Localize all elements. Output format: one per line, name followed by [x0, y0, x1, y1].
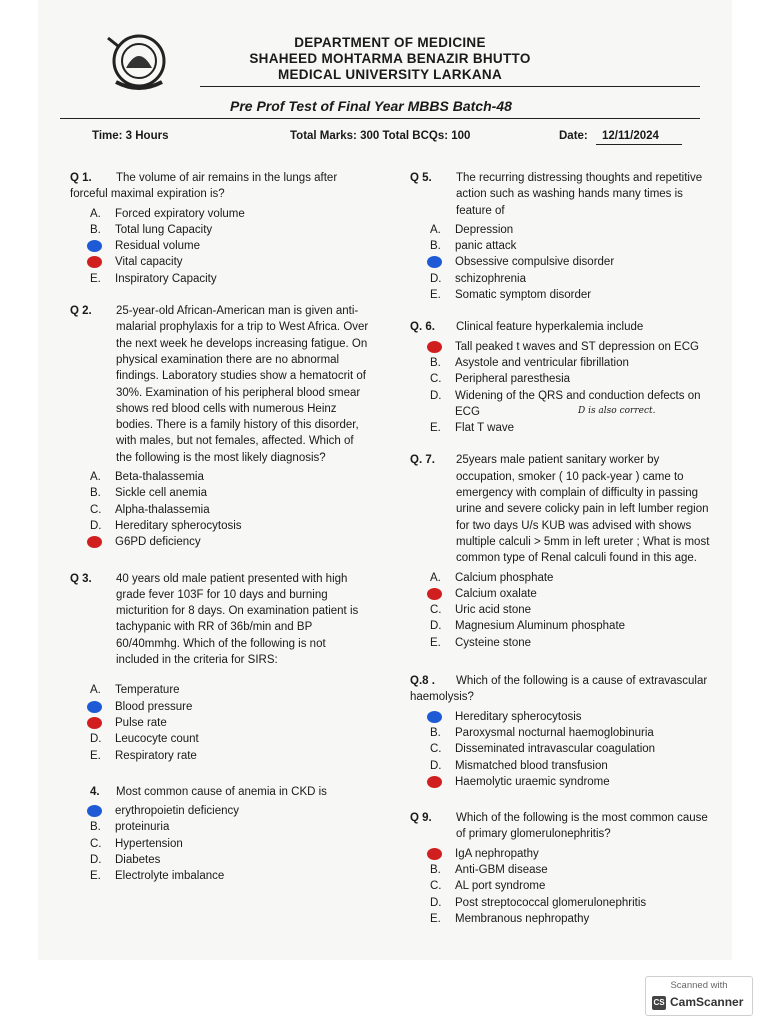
- option-item: [410, 878, 720, 894]
- question-stem: Which of the following is a cause of extravascular haemolysis?: [410, 675, 708, 704]
- option-item: [70, 836, 370, 852]
- options-list: [70, 803, 370, 884]
- option-label: A.: [430, 223, 441, 236]
- option-label: C.: [430, 880, 442, 893]
- exam-title: Pre Prof Test of Final Year MBBS Batch-48: [230, 98, 512, 114]
- option-label: B.: [430, 240, 441, 253]
- option-text: Peripheral paresthesia: [455, 373, 571, 386]
- university-name-line1: SHAHEED MOHTARMA BENAZIR BHUTTO: [249, 51, 531, 66]
- option-item: [70, 238, 370, 254]
- option-text: Disseminated intravascular coagulation: [455, 743, 656, 756]
- option-item: [70, 518, 370, 534]
- question-number: Q 5.: [410, 172, 432, 184]
- option-text: IgA nephropathy: [455, 847, 539, 860]
- option-label: C.: [430, 743, 442, 756]
- question-number: Q. 7.: [410, 454, 435, 467]
- option-text: Depression: [455, 223, 514, 236]
- option-text: Diabetes: [115, 853, 161, 866]
- option-text: Hypertension: [115, 837, 183, 850]
- option-label: E.: [430, 422, 441, 435]
- option-item: [410, 725, 720, 741]
- option-item: [70, 485, 370, 501]
- option-label: B.: [430, 726, 441, 739]
- option-text: Mismatched blood transfusion: [455, 759, 608, 772]
- option-label: E.: [430, 289, 441, 302]
- option-text: Post streptococcal glomerulonephritis: [455, 896, 647, 909]
- option-label: E.: [430, 636, 441, 649]
- option-label: E.: [90, 272, 101, 285]
- question-9: [410, 810, 720, 927]
- right-column: [410, 170, 720, 943]
- option-text: Widening of the QRS and conduction defects on ECG: [455, 389, 701, 418]
- department-title: DEPARTMENT OF MEDICINE: [294, 35, 486, 50]
- option-text: Hereditary spherocytosis: [455, 710, 582, 723]
- option-item: [410, 602, 720, 618]
- option-text: Paroxysmal nocturnal haemoglobinuria: [455, 726, 654, 739]
- option-text: Membranous nephropathy: [455, 912, 590, 925]
- option-text: Blood pressure: [115, 700, 193, 713]
- question-stem: 40 years old male patient presented with high grade fever 103F for 10 days and burning micturition for 8 days. On examination patient is tachypanic with RR of 36b/min and BP 60/40mmhg. Which of the following is not included in the criteria for SIRS:: [116, 572, 359, 667]
- option-item: [410, 388, 720, 421]
- option-text: panic attack: [455, 240, 517, 253]
- option-text: Respiratory rate: [115, 749, 197, 762]
- red-answer-mark-icon: [87, 256, 102, 268]
- date-underline: [596, 144, 682, 145]
- option-item: [410, 911, 720, 927]
- option-label: D.: [90, 853, 102, 866]
- option-label: C.: [90, 837, 102, 850]
- option-item: [410, 238, 720, 254]
- option-text: Calcium phosphate: [455, 571, 554, 584]
- option-label: A.: [430, 571, 441, 584]
- option-item: [70, 254, 370, 270]
- option-text: Total lung Capacity: [115, 223, 213, 236]
- question-number: Q. 6.: [410, 321, 435, 334]
- blue-answer-mark-icon: [87, 701, 102, 713]
- watermark-caption: Scanned with: [670, 980, 728, 991]
- option-item: [410, 618, 720, 634]
- question-stem: The recurring distressing thoughts and repetitive action such as washing hands many times is feature of: [456, 172, 703, 217]
- red-answer-mark-icon: [87, 717, 102, 729]
- option-item: [410, 371, 720, 387]
- option-text: Asystole and ventricular fibrillation: [455, 356, 629, 369]
- option-item: [410, 222, 720, 238]
- option-label: E.: [90, 870, 101, 883]
- option-text: Uric acid stone: [455, 604, 532, 617]
- option-label: B.: [430, 863, 441, 876]
- question-number: Q.8 .: [410, 675, 435, 688]
- option-item: [70, 803, 370, 819]
- blue-answer-mark-icon: [427, 256, 442, 268]
- option-label: D.: [90, 733, 102, 746]
- option-item: [410, 420, 720, 436]
- options-list: [410, 222, 720, 303]
- option-label: C.: [430, 373, 442, 386]
- option-label: D.: [430, 389, 442, 402]
- option-item: [410, 774, 720, 790]
- option-label: C.: [430, 604, 442, 617]
- option-item: [410, 709, 720, 725]
- option-label: D.: [90, 519, 102, 532]
- red-answer-mark-icon: [427, 341, 442, 353]
- option-text: Calcium oxalate: [455, 587, 537, 600]
- option-text: Haemolytic uraemic syndrome: [455, 775, 610, 788]
- question-4: [70, 784, 370, 885]
- option-text: Pulse rate: [115, 716, 167, 729]
- question-1: [70, 170, 370, 287]
- question-2: [70, 303, 370, 550]
- option-item: [70, 502, 370, 518]
- option-text: Inspiratory Capacity: [115, 272, 217, 285]
- red-answer-mark-icon: [427, 848, 442, 860]
- option-text: Somatic symptom disorder: [455, 289, 592, 302]
- option-item: [70, 206, 370, 222]
- blue-answer-mark-icon: [87, 805, 102, 817]
- handwritten-note: D is also correct.: [578, 406, 656, 417]
- option-item: [70, 222, 370, 238]
- option-text: Beta-thalassemia: [115, 471, 204, 484]
- exam-marks: Total Marks: 300 Total BCQs: 100: [290, 130, 471, 142]
- option-item: [410, 355, 720, 371]
- question-5: [410, 170, 720, 303]
- option-label: E.: [90, 749, 101, 762]
- option-text: schizophrenia: [455, 272, 526, 285]
- header-divider: [200, 86, 700, 87]
- option-item: [70, 868, 370, 884]
- question-stem: The volume of air remains in the lungs after forceful maximal expiration is?: [70, 172, 338, 201]
- option-label: B.: [430, 356, 441, 369]
- option-text: Residual volume: [115, 240, 201, 253]
- option-label: A.: [90, 684, 101, 697]
- option-item: [410, 271, 720, 287]
- option-item: [410, 741, 720, 757]
- option-item: [70, 731, 370, 747]
- option-label: B.: [90, 223, 101, 236]
- question-stem: 25-year-old African-American man is given anti-malarial prophylaxis for a trip to West Africa. Over the next week he develops increasing fatigue. On physical examination there are no abnormal findings. Laboratory studies show a hematocrit of 30%. Examination of his peripheral blood smear shows red blood cells with numerous Heinz bodies. There is a family history of this disorder, with males, but not females, affected. Which of the following is the most likely diagnosis?: [116, 305, 369, 464]
- option-text: Tall peaked t waves and ST depression on ECG: [455, 340, 699, 353]
- exam-time: Time: 3 Hours: [92, 130, 169, 142]
- option-text: AL port syndrome: [455, 880, 546, 893]
- red-answer-mark-icon: [87, 536, 102, 548]
- question-number: Q 9.: [410, 812, 432, 825]
- question-number: Q 2.: [70, 305, 92, 318]
- option-text: erythropoietin deficiency: [115, 805, 240, 818]
- option-text: Alpha-thalassemia: [115, 503, 210, 516]
- option-item: [410, 254, 720, 270]
- option-text: Leucocyte count: [115, 733, 199, 746]
- option-item: [70, 682, 370, 698]
- options-list: [410, 846, 720, 927]
- option-text: Electrolyte imbalance: [115, 870, 225, 883]
- options-list: [70, 206, 370, 287]
- options-list: [70, 469, 370, 550]
- option-text: Hereditary spherocytosis: [115, 519, 242, 532]
- red-answer-mark-icon: [427, 776, 442, 788]
- question-stem: Which of the following is the most common cause of primary glomerulonephritis?: [456, 812, 708, 841]
- question-8: [410, 673, 720, 790]
- options-list: [410, 570, 720, 651]
- left-column: [70, 170, 370, 901]
- option-item: [410, 846, 720, 862]
- option-text: Magnesium Aluminum phosphate: [455, 620, 626, 633]
- question-3: [70, 571, 370, 764]
- option-item: [410, 586, 720, 602]
- option-text: Obsessive compulsive disorder: [455, 256, 615, 269]
- option-text: Vital capacity: [115, 256, 183, 269]
- option-item: [410, 758, 720, 774]
- blue-answer-mark-icon: [427, 711, 442, 723]
- option-item: [70, 852, 370, 868]
- option-label: B.: [90, 487, 101, 500]
- question-7: [410, 452, 720, 651]
- university-logo-icon: [104, 28, 174, 98]
- question-stem: Clinical feature hyperkalemia include: [456, 321, 644, 334]
- option-text: proteinuria: [115, 821, 170, 834]
- date-label: Date:: [559, 130, 588, 142]
- red-answer-mark-icon: [427, 588, 442, 600]
- option-item: [70, 748, 370, 764]
- option-text: Forced expiratory volume: [115, 207, 245, 220]
- question-number: Q 1.: [70, 172, 92, 184]
- option-label: A.: [90, 207, 101, 220]
- option-text: G6PD deficiency: [115, 536, 201, 549]
- option-label: A.: [90, 471, 101, 484]
- question-6: [410, 319, 720, 436]
- option-item: [70, 469, 370, 485]
- blue-answer-mark-icon: [87, 240, 102, 252]
- option-item: [410, 895, 720, 911]
- option-text: Sickle cell anemia: [115, 487, 208, 500]
- option-item: [410, 862, 720, 878]
- option-text: Temperature: [115, 684, 180, 697]
- option-item: [410, 635, 720, 651]
- option-label: C.: [90, 503, 102, 516]
- question-number: Q 3.: [70, 572, 92, 585]
- watermark-brand: CamScanner: [670, 995, 744, 1009]
- option-label: B.: [90, 821, 101, 834]
- option-item: [70, 715, 370, 731]
- question-stem: 25years male patient sanitary worker by occupation, smoker ( 10 pack-year ) came to emergency with complain of difficulty in passing urine and severe colicky pain in left lumber region for two days U/s KUB was advised with shows multiple calculi > 5mm in left ureter ; What is most common type of Renal calculi found in this age.: [456, 454, 710, 565]
- option-item: [410, 339, 720, 355]
- option-item: [410, 287, 720, 303]
- options-list: [70, 682, 370, 763]
- option-item: [70, 699, 370, 715]
- option-item: [70, 534, 370, 550]
- options-list: [410, 339, 720, 437]
- options-list: [410, 709, 720, 790]
- camscanner-logo-icon: CS: [652, 996, 666, 1010]
- option-label: D.: [430, 272, 442, 285]
- title-divider: [60, 118, 700, 119]
- option-item: [70, 271, 370, 287]
- option-label: D.: [430, 896, 442, 909]
- option-label: D.: [430, 620, 442, 633]
- university-name-line2: MEDICAL UNIVERSITY LARKANA: [277, 67, 503, 82]
- question-stem: Most common cause of anemia in CKD is: [116, 785, 327, 798]
- question-number: 4.: [90, 785, 100, 798]
- option-item: [410, 570, 720, 586]
- option-item: [70, 819, 370, 835]
- option-text: Cysteine stone: [455, 636, 532, 649]
- option-label: D.: [430, 759, 442, 772]
- camscanner-watermark: [645, 976, 753, 1016]
- date-value: 12/11/2024: [602, 130, 659, 142]
- option-text: Flat T wave: [455, 422, 515, 435]
- option-label: E.: [430, 912, 441, 925]
- option-text: Anti-GBM disease: [455, 863, 548, 876]
